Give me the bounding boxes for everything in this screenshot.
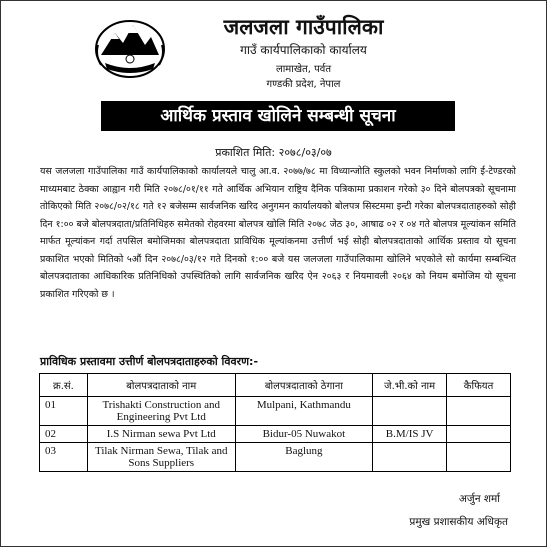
row-sn: 01 xyxy=(40,397,88,426)
bidders-table xyxy=(39,373,511,472)
notice-title: आर्थिक प्रस्ताव खोलिने सम्बन्धी सूचना xyxy=(101,101,455,131)
table-row xyxy=(40,443,511,472)
table-header-row xyxy=(40,374,511,397)
remark xyxy=(447,397,511,426)
col-header-remark: कैफियत xyxy=(447,374,511,397)
bidder-name: I.S Nirman sewa Pvt Ltd xyxy=(87,426,235,443)
remark xyxy=(447,443,511,472)
table-row xyxy=(40,426,511,443)
province-line: गण्डकी प्रदेश, नेपाल xyxy=(266,79,341,90)
office-address: लामाखेत, पर्वत xyxy=(275,64,332,75)
col-header-address: बोलपत्रदाताको ठेगाना xyxy=(235,374,373,397)
notice-body: यस जलजला गाउँपालिका गाउँ कार्यपालिकाको कार्यालयले चालु आ.व. २०७७/७८ मा विध्यान्जोति स्कुलको भवन निर्माणको लागि ई-टेण्डरको माध्यमबाट ठेक्का आह्वान गरी मिति २०७८/०१/११ गते आर्थिक अभियान राष्ट्रिय दैनिक पत्रिकामा प्रकाशन गरेको ३० दिने बोलपत्रको सूचनामा तोकिएको मिति २०७८/०२/१८ गते १२ बजेसम्म सार्वजनिक खरिद अनुगमन कार्यालयको बोलपत्र सिस्टममा इन्टी गरेका बोलपत्रदाताहरुको सोही दिन १:०० बजे बोलपत्रदाता/प्रतिनिधिहरु समेतको रोहवरमा बोलपत्र खोलि मिति २०७८ जेठ ३०, आषाढ ०२ र ०४ गते बोलपत्र मूल्यांकन समिति मार्फत मूल्यांकन गर्दा तपसिल बमोजिमका बोलपत्रदाता प्राविधिक मूल्यांकनमा उत्तीर्ण भई सोही बोलपत्रदाताको आर्थिक प्रस्ताव यो सूचना प्रकाशित भएको मितिको ५औं दिन २०७८/०३/१२ गते दिनको १:०० बजे यस जलजला गाउँपालिकामा खोलिने भएकोले सो कार्यमा सम्बन्धित बोलपत्रदाताका आधिकारिक प्रतिनिधिको उपस्थितिको लागि सार्वजनिक खरिद ऐन २०६३ र नियमावली २०६४ को नियम बमोजिम यो सूचना प्रकाशित गरिएको छ । xyxy=(40,166,516,300)
signatory-title: प्रमुख प्रशासकीय अधिकृत xyxy=(409,516,508,528)
col-header-jv: जे.भी.को नाम xyxy=(373,374,447,397)
remark xyxy=(447,426,511,443)
bidder-address: Bidur-05 Nuwakot xyxy=(235,426,373,443)
published-date: प्रकाशित मिति: २०७८/०३/०७ xyxy=(215,146,332,159)
col-header-name: बोलपत्रदाताको नाम xyxy=(87,374,235,397)
row-sn: 02 xyxy=(40,426,88,443)
bidder-address: Mulpani, Kathmandu xyxy=(235,397,373,426)
bidder-name: Tilak Nirman Sewa, Tilak and Sons Suppliers xyxy=(87,443,235,472)
jv-name: B.M/IS JV xyxy=(373,426,447,443)
office-name: गाउँ कार्यपालिकाको कार्यालय xyxy=(240,43,367,57)
municipality-name: जलजला गाउँपालिका xyxy=(223,15,384,39)
bidder-address: Baglung xyxy=(235,443,373,472)
row-sn: 03 xyxy=(40,443,88,472)
jv-name xyxy=(373,443,447,472)
col-header-sn: क्र.सं. xyxy=(40,374,88,397)
table-row xyxy=(40,397,511,426)
bidder-name: Trishakti Construction and Engineering Pvt Ltd xyxy=(87,397,235,426)
table-heading: प्राविधिक प्रस्तावमा उत्तीर्ण बोलपत्रदाताहरुको विवरण:- xyxy=(40,355,259,368)
jv-name xyxy=(373,397,447,426)
signatory-name: अर्जुन शर्मा xyxy=(458,493,500,505)
